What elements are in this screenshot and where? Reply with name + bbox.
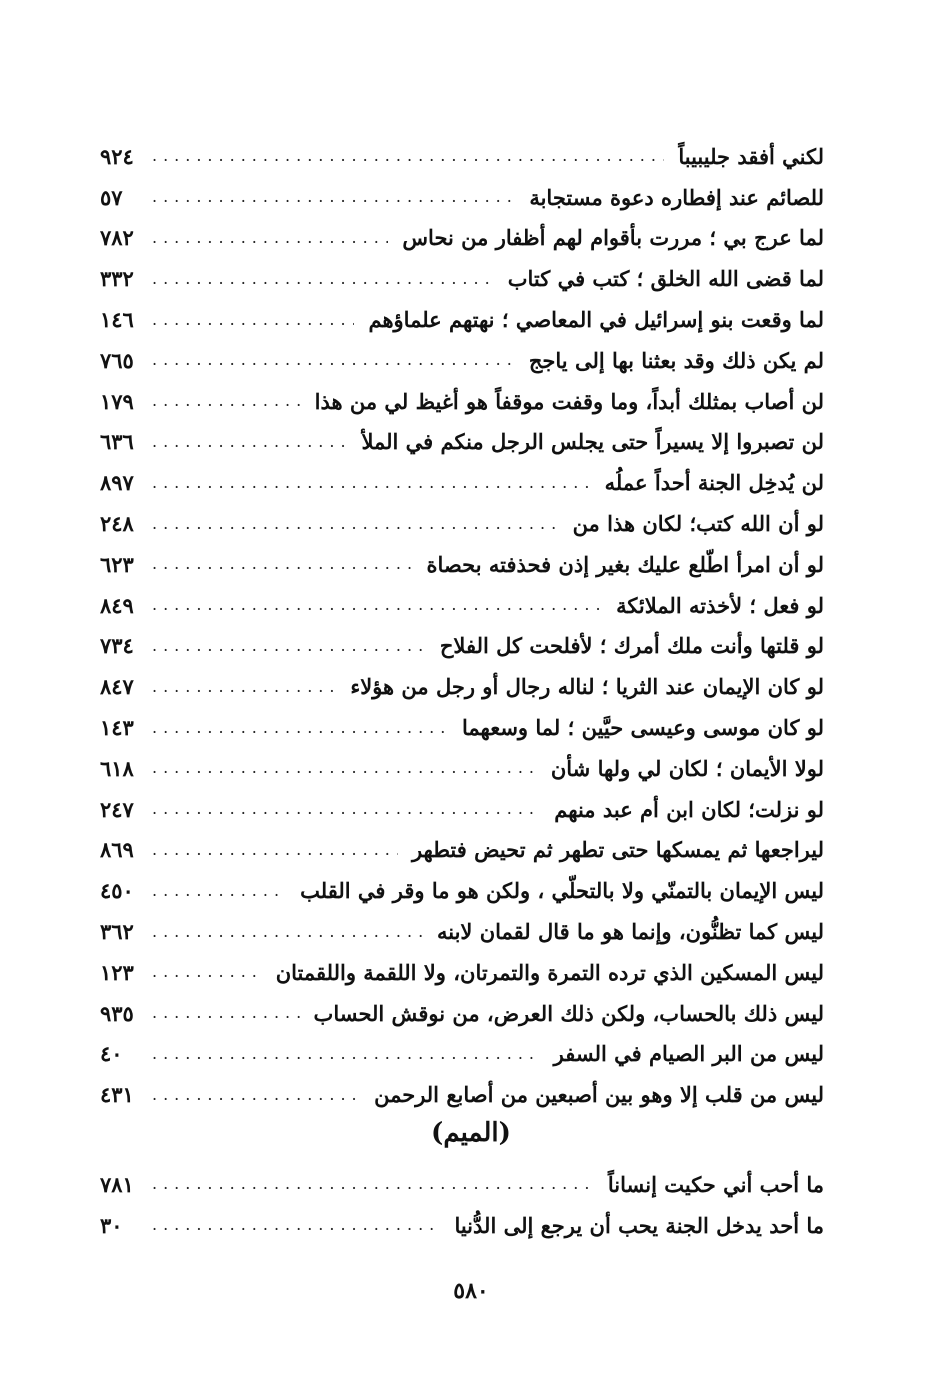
entry-page-number: ٤٣١ — [100, 1082, 134, 1108]
dot-leader — [152, 679, 336, 695]
index-entry — [100, 1164, 824, 1205]
entry-text: لو كان موسى وعيسى حيَّين ؛ لما وسعهما — [461, 715, 824, 741]
entry-text: لم يكن ذلك وقد بعثنا بها إلى ياجج — [528, 347, 824, 373]
dot-leader — [152, 230, 388, 246]
entry-text: ليراجعها ثم يمسكها حتى تطهر ثم تحيض فتطهر — [411, 837, 824, 863]
entry-text: لو كان الإيمان عند الثريا ؛ لناله رجال أو رجل من هؤلاء — [350, 674, 824, 700]
dot-leader — [152, 393, 301, 409]
entry-text: لولا الأيمان ؛ لكان لي ولها شأن — [550, 755, 824, 781]
entry-page-number: ٧٨٢ — [100, 225, 134, 251]
index-entry — [100, 911, 824, 952]
index-entry — [100, 544, 824, 585]
dot-leader — [152, 1087, 360, 1103]
index-entry — [100, 381, 824, 422]
index-entry — [100, 299, 824, 340]
index-entry — [100, 218, 824, 259]
entry-page-number: ٣٠ — [100, 1212, 123, 1238]
dot-leader — [152, 760, 537, 776]
index-entry — [100, 136, 824, 177]
entry-text: لما وقعت بنو إسرائيل في المعاصي ؛ نهتهم علماؤهم — [368, 307, 824, 333]
index-entry — [100, 340, 824, 381]
entry-page-number: ٥٧ — [100, 184, 123, 210]
entry-text: ليس ذلك بالحساب، ولكن ذلك العرض، من نوقش الحساب — [313, 1000, 824, 1026]
entry-page-number: ٧٦٥ — [100, 347, 134, 373]
hadith-index-list-meem — [100, 1164, 824, 1246]
section-heading: (الميم) — [431, 1118, 511, 1148]
index-entry — [100, 748, 824, 789]
entry-page-number: ٤٥٠ — [100, 878, 134, 904]
index-entry — [100, 1034, 824, 1075]
entry-text: لو أن الله كتب؛ لكان هذا من — [572, 511, 824, 537]
entry-text: لو نزلت؛ لكان ابن أم عبد منهم — [554, 796, 824, 822]
dot-leader — [152, 352, 515, 368]
dot-leader — [152, 964, 262, 980]
index-entry — [100, 462, 824, 503]
entry-text: ما أحد يدخل الجنة يحب أن يرجع إلى الدُّنيا — [454, 1212, 824, 1238]
dot-leader — [152, 434, 347, 450]
entry-page-number: ١٤٦ — [100, 307, 134, 333]
entry-text: ليس كما تظنُّون، وإنما هو ما قال لقمان لابنه — [436, 919, 824, 945]
entry-page-number: ١٤٣ — [100, 715, 134, 741]
page-number: ٥٨٠ — [453, 1278, 489, 1304]
dot-leader — [152, 516, 559, 532]
dot-leader — [152, 924, 423, 940]
entry-page-number: ٤٠ — [100, 1041, 123, 1067]
entry-page-number: ٧٨١ — [100, 1171, 134, 1197]
entry-text: للصائم عند إفطاره دعوة مستجابة — [529, 184, 824, 210]
dot-leader — [152, 1005, 300, 1021]
index-entry — [100, 789, 824, 830]
entry-text: لو قلتها وأنت ملك أمرك ؛ لأفلحت كل الفلاح — [439, 633, 824, 659]
index-entry — [100, 993, 824, 1034]
hadith-index-list — [100, 136, 824, 1115]
dot-leader — [152, 1046, 540, 1062]
entry-page-number: ٦١٨ — [100, 755, 134, 781]
index-entry — [100, 422, 824, 463]
dot-leader — [152, 597, 602, 613]
entry-page-number: ٨٩٧ — [100, 470, 134, 496]
entry-page-number: ٩٢٤ — [100, 143, 134, 169]
index-entry — [100, 666, 824, 707]
entry-page-number: ٨٤٩ — [100, 592, 134, 618]
index-entry — [100, 626, 824, 667]
entry-text: لن يُدخِل الجنة أحداً عملُه — [604, 470, 824, 496]
entry-text: ليس من قلب إلا وهو بين أصبعين من أصابع الرحمن — [374, 1082, 824, 1108]
entry-page-number: ٣٦٢ — [100, 919, 134, 945]
entry-text: لن تصبروا إلا يسيراً حتى يجلس الرجل منكم في الملأ — [361, 429, 824, 455]
dot-leader — [152, 720, 448, 736]
entry-page-number: ٨٤٧ — [100, 674, 134, 700]
entry-page-number: ١٢٣ — [100, 959, 134, 985]
dot-leader — [152, 1176, 594, 1192]
dot-leader — [152, 189, 515, 205]
entry-page-number: ٦٢٣ — [100, 551, 134, 577]
entry-page-number: ١٧٩ — [100, 388, 134, 414]
dot-leader — [152, 801, 540, 817]
index-entry — [100, 503, 824, 544]
index-entry — [100, 707, 824, 748]
entry-text: ليس المسكين الذي ترده التمرة والتمرتان، ولا اللقمة واللقمتان — [275, 959, 824, 985]
index-entry — [100, 952, 824, 993]
dot-leader — [152, 1217, 440, 1233]
entry-page-number: ٣٣٢ — [100, 266, 134, 292]
entry-page-number: ٢٤٧ — [100, 796, 134, 822]
entry-text: لما قضى الله الخلق ؛ كتب في كتاب — [507, 266, 824, 292]
entry-page-number: ٩٣٥ — [100, 1000, 134, 1026]
entry-page-number: ٧٣٤ — [100, 633, 134, 659]
entry-text: ليس الإيمان بالتمنّي ولا بالتحلّي ، ولكن هو ما وقر في القلب — [300, 878, 824, 904]
index-entry — [100, 1205, 824, 1246]
index-entry — [100, 830, 824, 871]
entry-text: لكني أفقد جليبيباً — [678, 143, 824, 169]
entry-text: لن أصاب بمثلك أبداً، وما وقفت موقفاً هو أغيظ لي من هذا — [314, 388, 824, 414]
index-entry — [100, 258, 824, 299]
dot-leader — [152, 312, 354, 328]
entry-page-number: ٦٣٦ — [100, 429, 134, 455]
entry-page-number: ٢٤٨ — [100, 511, 134, 537]
index-entry — [100, 177, 824, 218]
entry-text: ليس من البر الصيام في السفر — [553, 1041, 824, 1067]
dot-leader — [152, 475, 591, 491]
dot-leader — [152, 556, 413, 572]
dot-leader — [152, 148, 664, 164]
dot-leader — [152, 842, 398, 858]
dot-leader — [152, 638, 426, 654]
dot-leader — [152, 883, 286, 899]
entry-text: لو أن امرأ اطّلع عليك بغير إذن فحذفته بحصاة — [426, 551, 824, 577]
entry-text: ما أحب أني حكيت إنساناً — [607, 1171, 824, 1197]
entry-text: لما عرج بي ؛ مررت بأقوام لهم أظفار من نحاس — [402, 225, 824, 251]
index-entry — [100, 870, 824, 911]
index-entry — [100, 1074, 824, 1115]
entry-page-number: ٨٦٩ — [100, 837, 134, 863]
index-entry — [100, 585, 824, 626]
entry-text: لو فعل ؛ لأخذته الملائكة — [616, 592, 824, 618]
dot-leader — [152, 271, 494, 287]
